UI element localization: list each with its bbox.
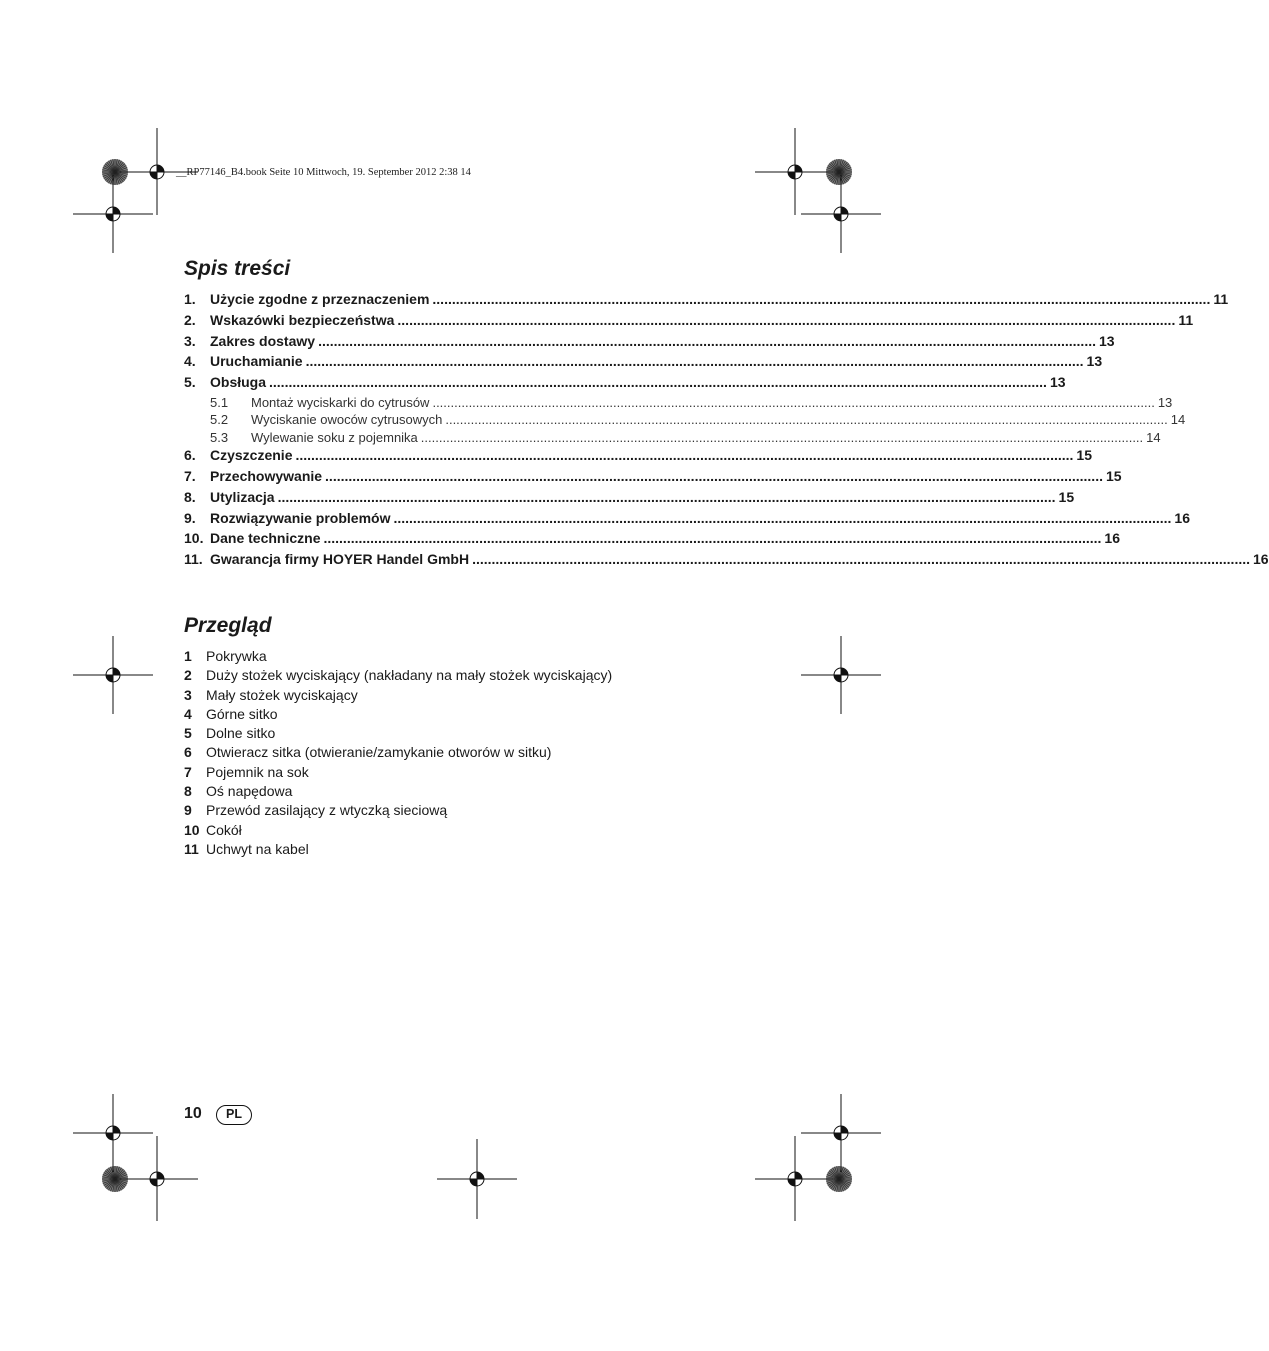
- part-number: 7: [184, 763, 192, 780]
- toc-subentry: [184, 412, 1186, 429]
- toc-entry-number: 5.2: [210, 412, 229, 428]
- toc-entry-page: 13: [1157, 394, 1173, 410]
- part-item: [184, 841, 612, 860]
- toc-leader-dots: ........................................................................................................................................................................................................: [420, 429, 1144, 445]
- part-number: 6: [184, 744, 192, 761]
- page-number: 10: [184, 1105, 202, 1122]
- part-item: [184, 687, 612, 706]
- toc-leader-dots: ........................................................................................................................................................................................................: [323, 530, 1102, 547]
- table-of-contents: [184, 291, 1269, 572]
- part-label: Górne sitko: [206, 705, 278, 722]
- toc-subentry: [184, 429, 1161, 447]
- toc-entry-title: Użycie zgodne z przeznaczeniem: [210, 291, 430, 307]
- part-label: Pojemnik na sok: [206, 763, 309, 780]
- part-number: 11: [184, 840, 199, 857]
- toc-entry: [184, 551, 1269, 572]
- toc-entry-title: Gwarancja firmy HOYER Handel GmbH: [210, 551, 470, 568]
- toc-entry: [184, 291, 1229, 312]
- toc-entry-title: Obsługa: [210, 374, 267, 391]
- toc-entry-page: 14: [1170, 412, 1186, 428]
- part-label: Uchwyt na kabel: [206, 840, 309, 857]
- toc-entry-number: 10.: [184, 530, 204, 547]
- toc-entry-number: 9.: [184, 509, 196, 526]
- toc-entry-title: Uruchamianie: [210, 353, 303, 370]
- toc-leader-dots: ........................................................................................................................................................................................................: [472, 551, 1251, 568]
- toc-leader-dots: ........................................................................................................................................................................................................: [295, 447, 1074, 464]
- toc-entry-page: 14: [1146, 429, 1161, 445]
- toc-leader-dots: ........................................................................................................................................................................................................: [393, 509, 1172, 526]
- part-item: [184, 764, 612, 783]
- part-item: [184, 744, 612, 763]
- file-info-header: __RP77146_B4.book Seite 10 Mittwoch, 19. September 2012 2:38 14: [176, 167, 471, 178]
- toc-entry-title: Rozwiązywanie problemów: [210, 509, 391, 526]
- toc-subentry: [184, 394, 1173, 412]
- toc-entry-page: 16: [1253, 551, 1269, 568]
- toc-entry-number: 7.: [184, 467, 196, 484]
- part-item: [184, 783, 612, 802]
- toc-title: Spis treści: [184, 257, 291, 280]
- part-number: 2: [184, 667, 192, 684]
- toc-entry-number: 1.: [184, 291, 196, 307]
- part-number: 4: [184, 705, 192, 722]
- toc-entry: [184, 467, 1122, 489]
- toc-entry: [184, 353, 1103, 374]
- part-label: Otwieracz sitka (otwieranie/zamykanie otworów w sitku): [206, 744, 552, 761]
- part-item: [184, 802, 612, 821]
- toc-leader-dots: ........................................................................................................................................................................................................: [432, 291, 1211, 307]
- toc-entry-page: 13: [1049, 374, 1066, 391]
- toc-leader-dots: ........................................................................................................................................................................................................: [445, 412, 1168, 428]
- toc-entry-number: 2.: [184, 311, 196, 328]
- toc-entry: [184, 530, 1120, 551]
- toc-entry-page: 15: [1076, 447, 1092, 464]
- toc-entry-number: 4.: [184, 353, 196, 370]
- toc-entry: [184, 332, 1115, 354]
- toc-entry: [184, 374, 1066, 395]
- toc-entry-title: Wyciskanie owoców cytrusowych: [251, 412, 443, 428]
- toc-entry-title: Wylewanie soku z pojemnika: [251, 429, 418, 445]
- toc-leader-dots: ........................................................................................................................................................................................................: [325, 467, 1103, 484]
- toc-entry: [184, 311, 1194, 333]
- toc-entry-number: 5.: [184, 374, 196, 391]
- toc-leader-dots: ........................................................................................................................................................................................................: [318, 332, 1096, 349]
- part-number: 5: [184, 725, 192, 742]
- part-item: [184, 648, 612, 667]
- toc-entry-number: 5.3: [210, 429, 229, 445]
- toc-entry-title: Utylizacja: [210, 488, 275, 505]
- toc-entry-title: Wskazówki bezpieczeństwa: [210, 311, 395, 328]
- toc-entry: [184, 509, 1190, 531]
- toc-entry: [184, 447, 1092, 468]
- toc-entry-page: 15: [1105, 467, 1122, 484]
- part-number: 8: [184, 783, 192, 800]
- parts-list: [184, 648, 612, 860]
- toc-entry-number: 8.: [184, 488, 196, 505]
- part-label: Pokrywka: [206, 648, 267, 664]
- toc-entry-page: 13: [1086, 353, 1103, 370]
- toc-leader-dots: ........................................................................................................................................................................................................: [269, 374, 1047, 391]
- toc-entry: [184, 488, 1075, 510]
- toc-leader-dots: ........................................................................................................................................................................................................: [277, 488, 1056, 505]
- toc-entry-page: 16: [1104, 530, 1120, 547]
- part-number: 9: [184, 802, 192, 819]
- part-number: 10: [184, 821, 200, 838]
- part-item: [184, 725, 612, 744]
- toc-entry-title: Zakres dostawy: [210, 332, 316, 349]
- part-label: Mały stożek wyciskający: [206, 686, 358, 703]
- part-label: Oś napędowa: [206, 783, 293, 800]
- toc-entry-number: 3.: [184, 332, 196, 349]
- toc-entry-number: 5.1: [210, 394, 229, 410]
- part-item: [184, 667, 612, 686]
- part-label: Dolne sitko: [206, 725, 276, 742]
- part-number: 3: [184, 686, 192, 703]
- toc-leader-dots: ........................................................................................................................................................................................................: [397, 311, 1176, 328]
- part-item: [184, 822, 612, 841]
- overview-title: Przegląd: [184, 614, 272, 637]
- toc-leader-dots: ........................................................................................................................................................................................................: [305, 353, 1084, 370]
- toc-entry-title: Dane techniczne: [210, 530, 321, 547]
- part-item: [184, 706, 612, 725]
- toc-entry-page: 16: [1174, 509, 1190, 526]
- toc-entry-page: 11: [1213, 291, 1229, 307]
- toc-entry-title: Przechowywanie: [210, 467, 323, 484]
- part-number: 1: [184, 648, 192, 664]
- toc-entry-page: 15: [1058, 488, 1075, 505]
- language-badge: PL: [216, 1105, 252, 1125]
- toc-entry-page: 11: [1178, 311, 1194, 328]
- part-label: Przewód zasilający z wtyczką sieciową: [206, 802, 448, 819]
- toc-entry-title: Czyszczenie: [210, 447, 293, 464]
- part-label: Duży stożek wyciskający (nakładany na mały stożek wyciskający): [206, 667, 613, 684]
- toc-entry-page: 13: [1099, 332, 1115, 349]
- toc-leader-dots: ........................................................................................................................................................................................................: [432, 394, 1155, 410]
- toc-entry-title: Montaż wyciskarki do cytrusów: [251, 394, 430, 410]
- toc-entry-number: 11.: [184, 551, 203, 568]
- part-label: Cokół: [206, 821, 242, 838]
- toc-entry-number: 6.: [184, 447, 196, 464]
